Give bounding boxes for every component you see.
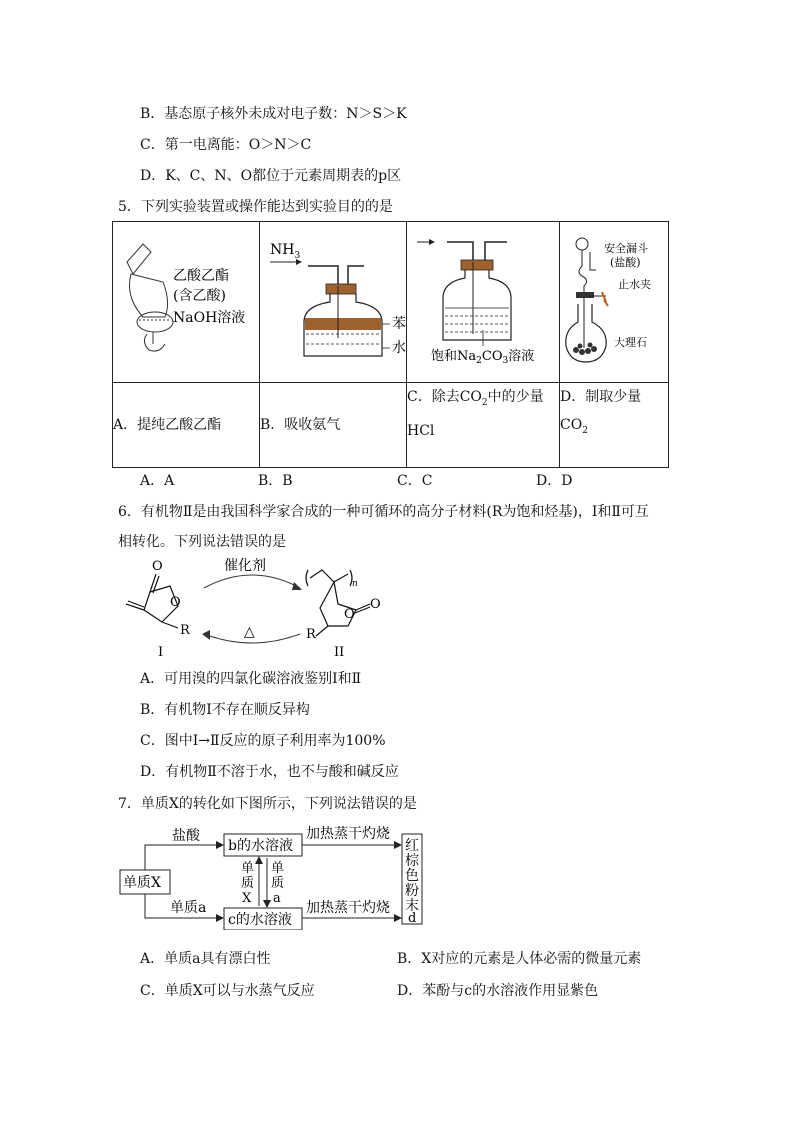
compound-i-carbonyl-o: O xyxy=(152,559,163,574)
compound-i-ring-o: O xyxy=(170,595,181,610)
q6-option-c: C．图中Ⅰ→Ⅱ反应的原子利用率为100% xyxy=(140,733,386,749)
fig-b-water-label: 水 xyxy=(392,340,406,356)
heat-label: △ xyxy=(244,624,255,640)
q4-option-d: D．K、C、N、O都位于元素周期表的p区 xyxy=(140,168,402,184)
polymer-n: n xyxy=(352,579,358,589)
down-arrow-label-3: a xyxy=(273,891,281,906)
q7-option-c: C．单质X可以与水蒸气反应 xyxy=(140,983,315,999)
gas-washing-bottle-b xyxy=(260,222,406,378)
q6-option-d: D．有机物Ⅱ不溶于水，也不与酸和碱反应 xyxy=(140,764,399,780)
box-b-label: b的水溶液 xyxy=(228,838,293,854)
q7-flow-diagram xyxy=(112,820,432,930)
fig-d-marble-label: 大理石 xyxy=(614,336,647,349)
box-c-label: c的水溶液 xyxy=(228,912,292,928)
q5-figure-c xyxy=(407,222,560,383)
compound-i-r: R xyxy=(180,623,190,638)
q5-caption-c: C．除去$CO_2$中的少量 HCl xyxy=(407,383,560,468)
fig-a-label-naoh: NaOH溶液 xyxy=(173,310,246,326)
fig-d-clamp-label: 止水夹 xyxy=(618,278,651,291)
fig-a-label-ester: 乙酸乙酯 xyxy=(173,268,229,284)
q4-option-c: C．第一电离能：O＞N＞C xyxy=(140,137,312,153)
q6-structure-diagram xyxy=(112,552,412,662)
q5-caption-b: B．吸收氨气 xyxy=(260,383,407,468)
powder-label-2: 棕 xyxy=(405,853,419,869)
catalyst-label: 催化剂 xyxy=(224,558,266,574)
q7-option-d: D．苯酚与c的水溶液作用显紫色 xyxy=(397,983,599,999)
fig-a-label-acid: (含乙酸) xyxy=(173,288,226,304)
q7-option-b: B．X对应的元素是人体必需的微量元素 xyxy=(397,951,642,967)
q5-figure-a xyxy=(113,222,260,383)
down-arrow-label-2: 质 xyxy=(271,876,285,891)
hcl-label: 盐酸 xyxy=(172,828,200,844)
gas-generator-d xyxy=(560,222,668,378)
powder-label-1: 红 xyxy=(405,838,419,854)
gas-washing-bottle-c xyxy=(407,222,559,378)
element-a-label: 单质a xyxy=(170,900,207,916)
q5-answer-a: A．A xyxy=(140,473,175,489)
fig-b-benzene-label: 苯 xyxy=(392,316,406,332)
q5-caption-d: D．制取少量 $CO_2$ xyxy=(560,383,669,468)
q7-stem: 7．单质X的转化如下图所示，下列说法错误的是 xyxy=(118,796,417,812)
compound-i-label: I xyxy=(158,645,164,660)
q5-stem: 5．下列实验装置或操作能达到实验目的的是 xyxy=(118,199,393,215)
compound-ii-carbonyl-o: O xyxy=(370,597,381,612)
q5-apparatus-table xyxy=(112,221,669,468)
powder-label-3: 色 xyxy=(405,868,419,884)
q5-caption-a: A．提纯乙酸乙酯 xyxy=(113,383,260,468)
compound-ii-r: R xyxy=(306,627,316,642)
heat-arrow-lower-label: 加热蒸干灼烧 xyxy=(306,900,390,916)
q6-stem-line2: 相转化。下列说法错误的是 xyxy=(118,534,286,550)
q5-figure-b xyxy=(260,222,407,383)
up-arrow-label-2: 质 xyxy=(241,876,255,891)
fig-c-solution-label: 饱和$Na_2CO_3$溶液 xyxy=(431,349,535,366)
q4-option-b: B．基态原子核外未成对电子数：N＞S＞K xyxy=(140,106,407,122)
powder-label-4: 粉 xyxy=(405,883,419,899)
heat-arrow-upper-label: 加热蒸干灼烧 xyxy=(306,826,390,842)
q6-stem-line1: 6．有机物Ⅱ是由我国科学家合成的一种可循环的高分子材料(R为饱和烃基)，Ⅰ和Ⅱ可互 xyxy=(118,504,649,520)
powder-label-6: d xyxy=(408,911,417,926)
box-x-label: 单质X xyxy=(123,875,161,891)
fig-d-funnel-label: 安全漏斗 xyxy=(604,242,648,255)
powder-label-5: 末 xyxy=(405,898,419,914)
compound-ii-label: II xyxy=(334,645,345,660)
q5-figure-d xyxy=(560,222,669,383)
q6-option-a: A．可用溴的四氯化碳溶液鉴别Ⅰ和Ⅱ xyxy=(140,671,362,687)
down-arrow-label-1: 单 xyxy=(271,861,285,876)
q5-answer-b: B．B xyxy=(258,473,293,489)
fig-b-nh3-label: $NH_3$ xyxy=(270,242,301,261)
separatory-funnel-illustration xyxy=(113,222,259,378)
q5-answer-d: D．D xyxy=(536,473,573,489)
compound-ii-ring-o: O xyxy=(344,607,355,622)
q7-option-a: A．单质a具有漂白性 xyxy=(140,951,271,967)
up-arrow-label-3: X xyxy=(242,891,252,906)
q5-answer-c: C．C xyxy=(397,473,433,489)
up-arrow-label-1: 单 xyxy=(241,861,255,876)
q6-option-b: B．有机物Ⅰ不存在顺反异构 xyxy=(140,702,310,718)
fig-d-acid-label: (盐酸) xyxy=(610,256,641,269)
